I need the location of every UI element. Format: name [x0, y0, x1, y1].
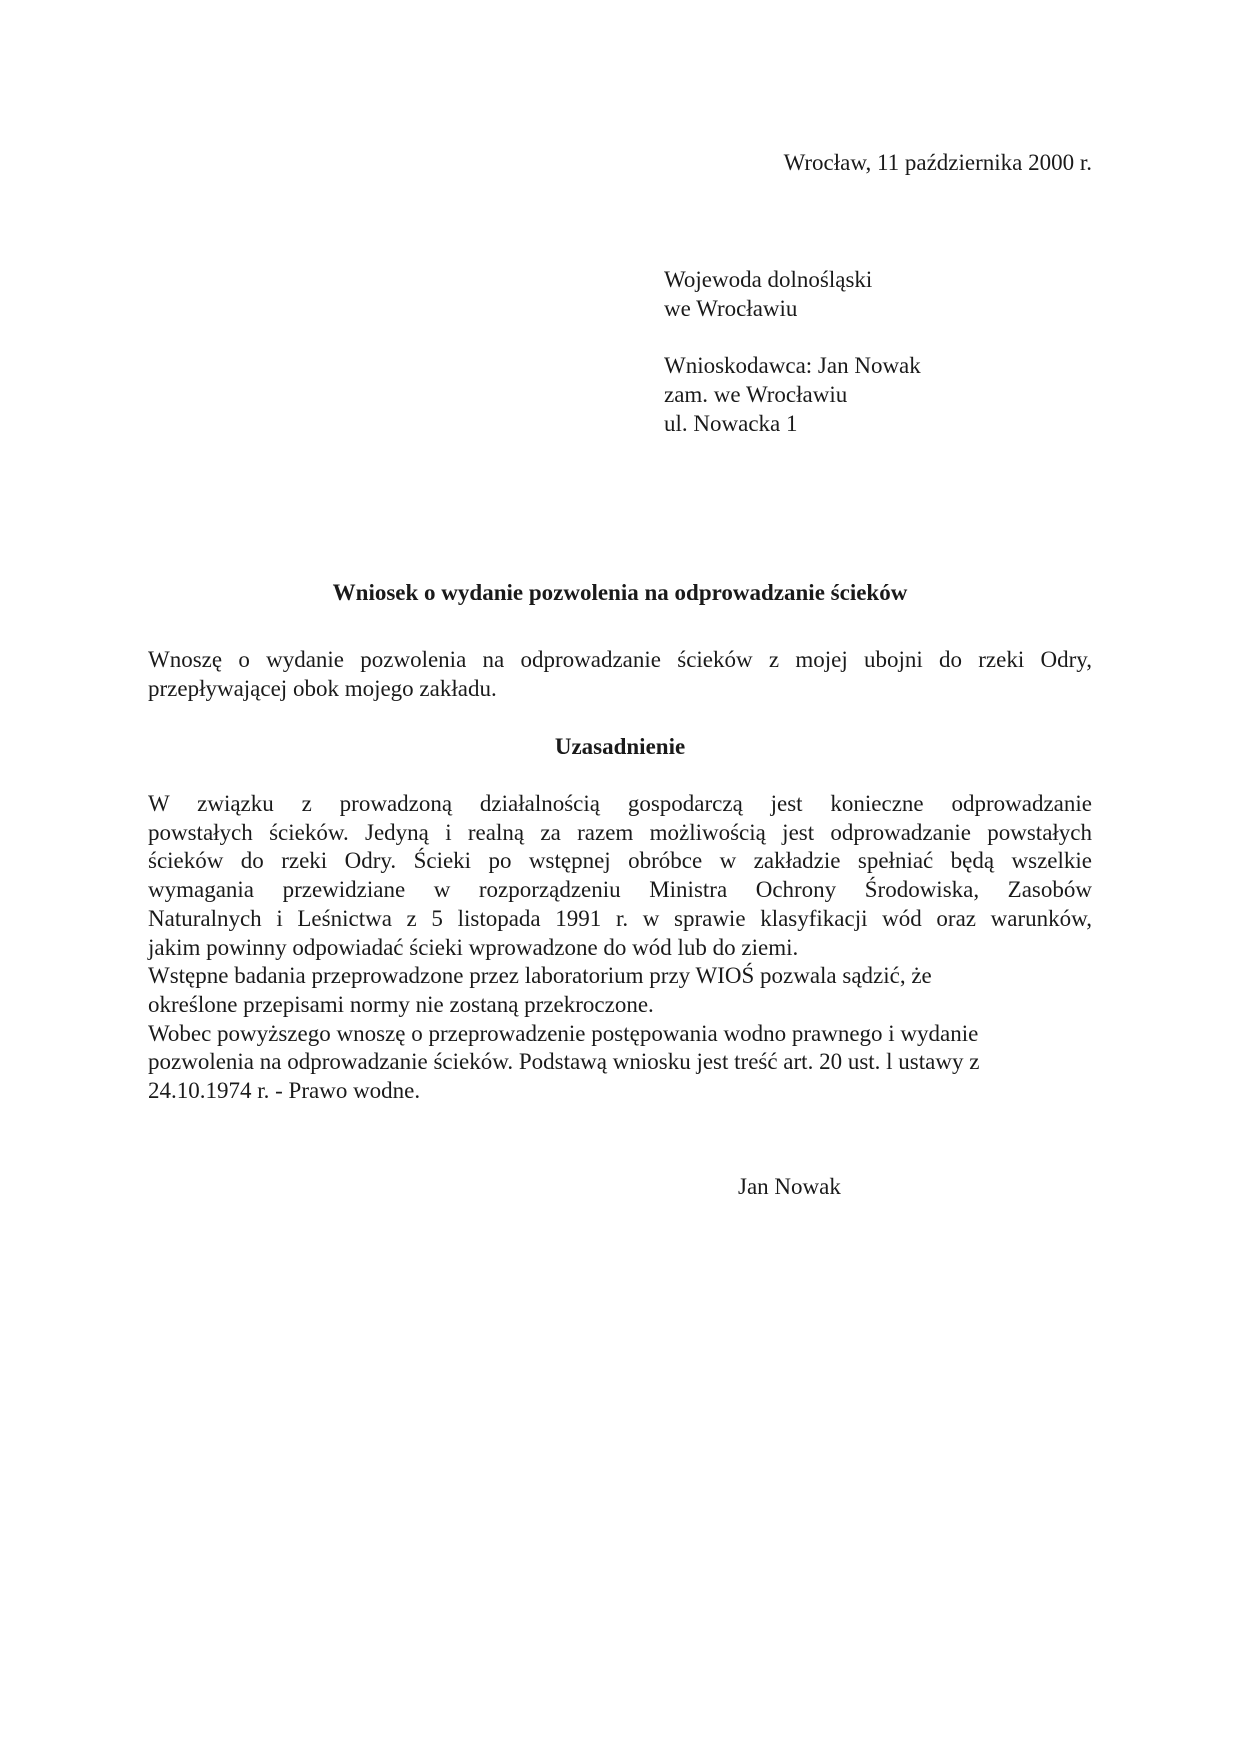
paragraph-line: powstałych ścieków. Jedyną i realną za razem możliwością jest odprowadzanie powstałych — [148, 819, 1092, 845]
recipient-line: Wojewoda dolnośląski — [664, 267, 873, 292]
paragraph-line: 24.10.1974 r. - Prawo wodne. — [148, 1078, 421, 1104]
paragraph-line: pozwolenia na odprowadzanie ścieków. Podstawą wniosku jest treść art. 20 ust. l ustawy z — [148, 1049, 980, 1075]
paragraph-line: Wobec powyższego wnoszę o przeprowadzenie postępowania wodno prawnego i wydanie — [148, 1020, 979, 1046]
paragraph-line: przepływającej obok mojego zakładu. — [148, 675, 497, 701]
recipient-line: we Wrocławiu — [664, 296, 798, 321]
applicant-block — [664, 351, 921, 438]
paragraph-line: Wstępne badania przeprowadzone przez laboratorium przy WIOŚ pozwala sądzić, że — [148, 963, 932, 989]
paragraph-line: ścieków do rzeki Odry. Ścieki po wstępnej obróbce w zakładzie spełniać będą wszelkie — [148, 848, 1092, 874]
signature-name: Jan Nowak — [738, 1174, 841, 1199]
place-and-date: Wrocław, 11 października 2000 r. — [783, 150, 1092, 175]
recipient-block — [664, 265, 872, 323]
document-title: Wniosek o wydanie pozwolenia na odprowadzanie ścieków — [332, 580, 908, 605]
paragraph-line: jakim powinny odpowiadać ścieki wprowadzone do wód lub do ziemi. — [148, 934, 799, 960]
applicant-line: ul. Nowacka 1 — [664, 411, 798, 436]
paragraph-line: określone przepisami normy nie zostaną przekroczone. — [148, 991, 654, 1017]
justification-heading: Uzasadnienie — [554, 734, 686, 759]
paragraph-line: wymagania przewidziane w rozporządzeniu Ministra Ochrony Środowiska, Zasobów — [148, 877, 1092, 903]
paragraph-line: W związku z prowadzoną działalnością gospodarczą jest konieczne odprowadzanie — [148, 791, 1092, 816]
applicant-line: Wnioskodawca: Jan Nowak — [664, 353, 921, 378]
paragraph-line: Naturalnych i Leśnictwa z 5 listopada 1991 r. w sprawie klasyfikacji wód oraz warunków, — [148, 905, 1092, 931]
applicant-line: zam. we Wrocławiu — [664, 382, 848, 407]
request-paragraph — [148, 646, 1092, 703]
paragraph-line: Wnoszę o wydanie pozwolenia na odprowadzanie ścieków z mojej ubojni do rzeki Odry, — [148, 647, 1092, 672]
justification-paragraph — [148, 790, 1092, 1106]
